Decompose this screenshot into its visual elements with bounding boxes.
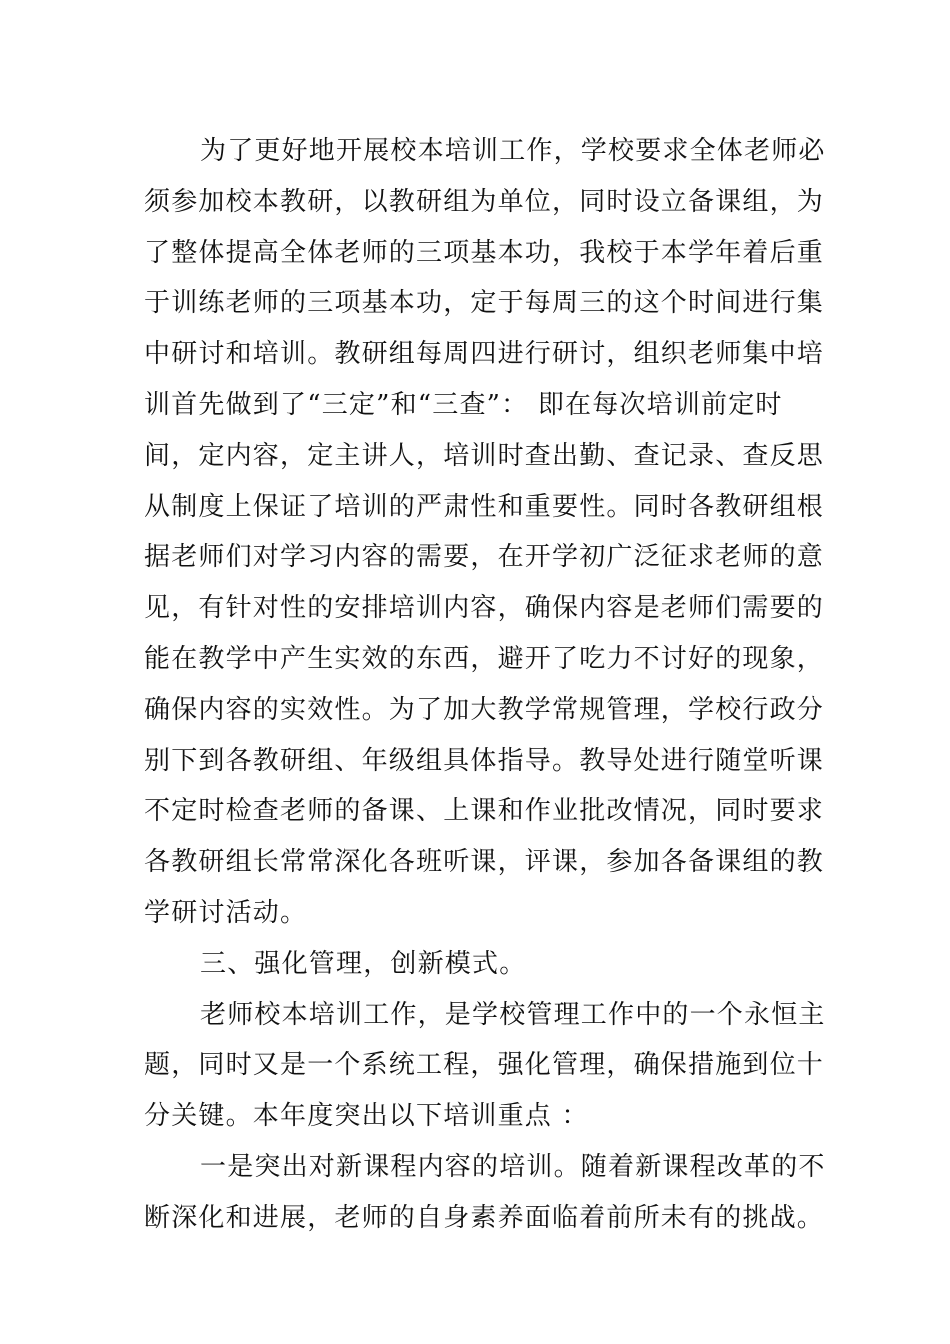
- body-text: [144, 126, 826, 1244]
- paragraph-line: 题，同时又是一个系统工程，强化管理，确保措施到位十: [144, 1050, 825, 1081]
- paragraph-line: 各教研组长常常深化各班听课，评课，参加各备课组的教: [144, 847, 825, 878]
- paragraph-line: 训首先做到了“三定”和“三查”： 即在每次培训前定时: [144, 389, 783, 420]
- paragraph-line: 学研讨活动。: [144, 897, 308, 928]
- section-heading: 三、强化管理，创新模式。: [200, 948, 527, 979]
- paragraph-line: 须参加校本教研，以教研组为单位，同时设立备课组，为: [144, 186, 825, 217]
- paragraph-line: 老师校本培训工作，是学校管理工作中的一个永恒主: [200, 999, 826, 1030]
- paragraph-line: 从制度上保证了培训的严肃性和重要性。同时各教研组根: [144, 491, 825, 522]
- paragraph-line: 于训练老师的三项基本功，定于每周三的这个时间进行集: [144, 288, 825, 319]
- paragraph-line: 分关键。本年度突出以下培训重点 ：: [144, 1101, 589, 1132]
- paragraph-line: 了整体提高全体老师的三项基本功，我校于本学年着后重: [144, 237, 825, 268]
- paragraph-line: 能在教学中产生实效的东西，避开了吃力不讨好的现象，: [144, 643, 825, 674]
- paragraph-line: 间，定内容，定主讲人，培训时查出勤、查记录、查反思: [144, 440, 825, 471]
- paragraph-line: 据老师们对学习内容的需要，在开学初广泛征求老师的意: [144, 542, 825, 573]
- paragraph-line: 断深化和进展，老师的自身素养面临着前所未有的挑战。: [144, 1202, 825, 1233]
- paragraph-line: 一是突出对新课程内容的培训。随着新课程改革的不: [200, 1151, 826, 1182]
- paragraph-line: 见，有针对性的安排培训内容，确保内容是老师们需要的: [144, 593, 825, 624]
- paragraph-line: 确保内容的实效性。为了加大教学常规管理，学校行政分: [144, 694, 825, 725]
- paragraph-line: 中研讨和培训。教研组每周四进行研讨，组织老师集中培: [144, 339, 825, 370]
- paragraph-line: 别下到各教研组、年级组具体指导。教导处进行随堂听课: [144, 745, 825, 776]
- paragraph-line: 不定时检查老师的备课、上课和作业批改情况，同时要求: [144, 796, 825, 827]
- paragraph-line: 为了更好地开展校本培训工作，学校要求全体老师必: [200, 136, 826, 166]
